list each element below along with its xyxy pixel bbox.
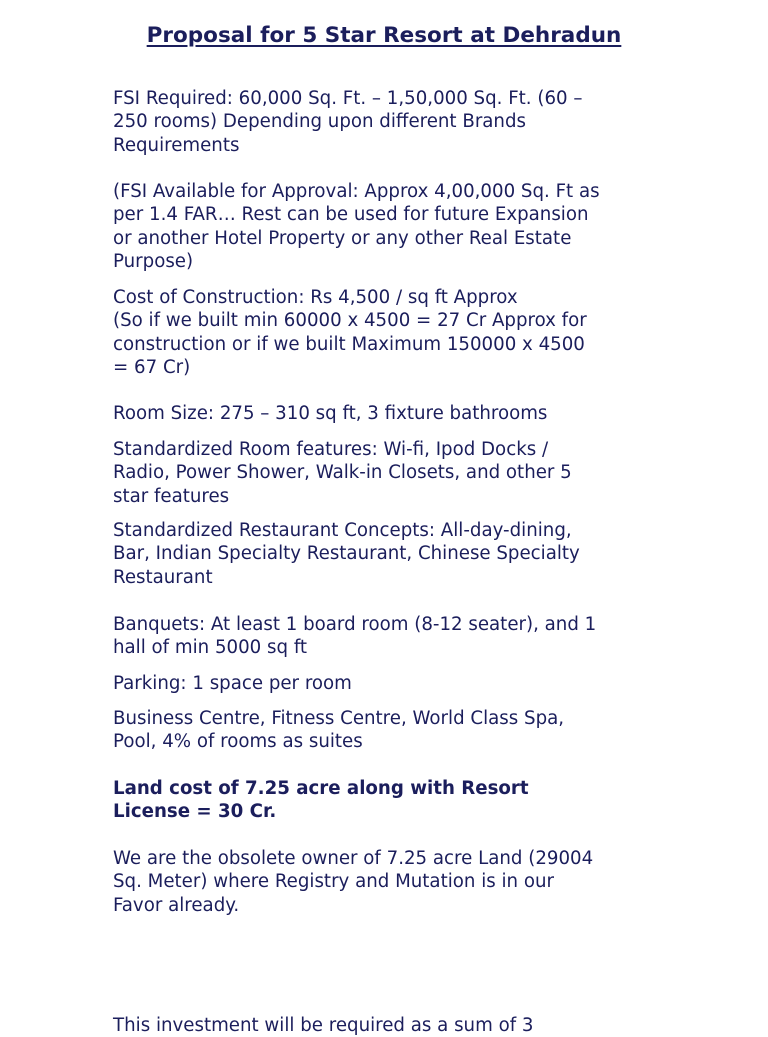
- document-title: Proposal for 5 Star Resort at Dehradun: [146, 23, 622, 48]
- fsi-available-paragraph: (FSI Available for Approval: Approx 4,00,000 Sq. Ft as per 1.4 FAR… Rest can be used for future Expansion or another Hotel Property or any other Real Estate Purpose): [113, 181, 600, 272]
- banquets-paragraph: Banquets: At least 1 board room (8-12 seater), and 1 hall of min 5000 sq ft: [113, 614, 597, 659]
- fsi-required-paragraph: FSI Required: 60,000 Sq. Ft. – 1,50,000 Sq. Ft. (60 – 250 rooms) Depending upon different Brands Requirements: [113, 88, 583, 156]
- ownership-paragraph: We are the obsolete owner of 7.25 acre Land (29004 Sq. Meter) where Registry and Mutation is in our Favor already.: [113, 848, 594, 916]
- facilities-paragraph: Business Centre, Fitness Centre, World Class Spa, Pool, 4% of rooms as suites: [113, 708, 565, 753]
- room-size-paragraph: Room Size: 275 – 310 sq ft, 3 fixture bathrooms: [113, 403, 548, 424]
- parking-paragraph: Parking: 1 space per room: [113, 673, 352, 694]
- room-features-paragraph: Standardized Room features: Wi-fi, Ipod Docks / Radio, Power Shower, Walk-in Closets, and other 5 star features: [113, 439, 572, 507]
- restaurant-concepts-paragraph: Standardized Restaurant Concepts: All-day-dining, Bar, Indian Specialty Restaurant, Chinese Specialty Restaurant: [113, 520, 580, 588]
- land-cost-paragraph: Land cost of 7.25 acre along with Resort License = 30 Cr.: [113, 778, 529, 823]
- investment-paragraph: This investment will be required as a sum of 3: [113, 1015, 534, 1036]
- construction-cost-paragraph: Cost of Construction: Rs 4,500 / sq ft Approx (So if we built min 60000 x 4500 = 27 Cr Approx for construction or if we built Maximum 150000 x 4500 = 67 Cr): [113, 287, 587, 378]
